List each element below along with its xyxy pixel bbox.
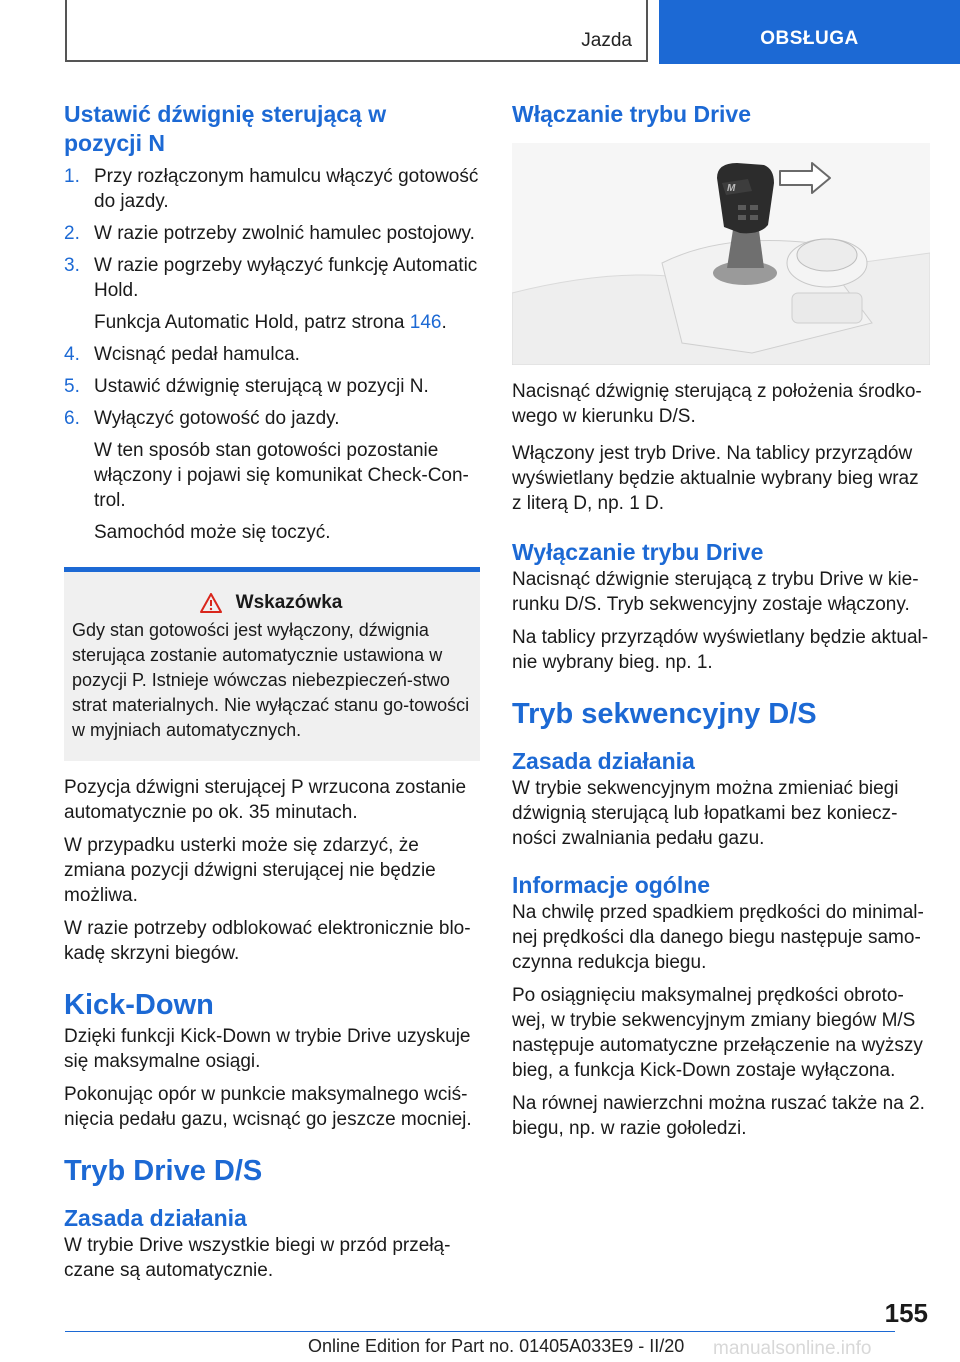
step-item: 3. W razie pogrzeby wyłączyć funkcję Automatic Hold. [64,255,478,301]
heading-drive-on: Włączanie trybu Drive [512,101,752,127]
step-note: W ten sposób stan gotowości pozostanie włączony i pojawi się komunikat Check-Con‐trol. [94,440,469,511]
paragraph: Pokonując opór w punkcie maksymalnego wciś‐nięcia pedału gazu, wcisnąć go jeszcze mocniej. [64,1084,472,1130]
step-note: Samochód może się toczyć. [94,522,331,543]
page-number: 155 [884,1298,928,1328]
notice-title: Wskazówka [235,592,343,613]
gear-selector-illustration [512,143,930,365]
heading-principle: Zasada działania [512,748,695,774]
heading-drive-ds: Tryb Drive D/S [64,1155,263,1187]
page-ref-link[interactable]: 146 [409,312,442,333]
svg-text:M: M [727,183,736,194]
paragraph: Nacisnąć dźwignie sterującą z trybu Drive w kie‐runku D/S. Tryb sekwencyjny zostaje włączony. [512,569,919,615]
paragraph: W trybie sekwencyjnym można zmieniać biegi dźwignią sterującą lub łopatkami bez koniecz‐ności zwalniania pedału gazu. [512,778,899,849]
header-frame [65,0,648,62]
paragraph: W przypadku usterki może się zdarzyć, że zmiana pozycji dźwigni sterującej nie będzie możliwa. [64,835,436,906]
paragraph: Włączony jest tryb Drive. Na tablicy przyrządów wyświetlany będzie aktualnie wybrany bieg wraz z literą D, np. 1 D. [512,443,919,514]
footer-watermark: manualsonline.info [713,1338,872,1359]
paragraph: Dzięki funkcji Kick-Down w trybie Drive uzyskuje się maksymalne osiągi. [64,1026,471,1072]
heading-kickdown: Kick-Down [64,989,214,1021]
steps-list [64,164,480,545]
paragraph: Pozycja dźwigni sterującej P wrzucona zostanie automatycznie po ok. 35 minutach. [64,777,467,823]
step-item: 6. Wyłączyć gotowość do jazdy. [64,408,340,429]
header-chapter-label: OBSŁUGA [760,28,859,49]
header-chapter-tab [659,0,960,64]
right-column [512,100,930,1149]
paragraph: Na równej nawierzchni można ruszać także na 2. biegu, np. w razie gołoledzi. [512,1093,925,1139]
heading-drive-off: Wyłączanie trybu Drive [512,539,764,565]
footer-divider [65,1331,895,1332]
step-item: 1. Przy rozłączonym hamulcu włączyć gotowość do jazdy. [64,166,479,212]
paragraph: W razie potrzeby odblokować elektronicznie blo‐kadę skrzyni biegów. [64,918,471,964]
paragraph: W trybie Drive wszystkie biegi w przód przełą‐czane są automatycznie. [64,1235,451,1281]
paragraph: Po osiągnięciu maksymalnej prędkości obroto‐wej, w trybie sekwencyjnym zmiany biegów M/S następuje automatyczne przełączenie na wyższy bieg, a funkcja Kick-Down zostaje wyłączona. [512,985,923,1081]
step-note: Funkcja Automatic Hold, patrz strona 146. [94,312,447,333]
notice-header [72,592,470,614]
heading-sequential: Tryb sekwencyjny D/S [512,698,817,730]
warning-triangle-icon [200,593,222,613]
gear-selector-photo [512,143,930,365]
step-item: 2. W razie potrzeby zwolnić hamulec postojowy. [64,223,475,244]
paragraph: Nacisnąć dźwignię sterującą z położenia środko‐wego w kierunku D/S. [512,381,922,427]
left-column [64,100,480,1291]
step-item: 5. Ustawić dźwignię sterującą w pozycji N. [64,376,429,397]
paragraph: Na chwilę przed spadkiem prędkości do minimal‐nej prędkości dla danego biegu następuje samo‐czynna redukcja biegu. [512,902,924,973]
step-item: 4. Wcisnąć pedał hamulca. [64,344,300,365]
footer-edition: Online Edition for Part no. 01405A033E9 - II/20 [308,1336,685,1356]
heading-general: Informacje ogólne [512,872,711,898]
heading-principle: Zasada działania [64,1205,247,1231]
notice-text: Gdy stan gotowości jest wyłączony, dźwignia sterująca zostanie automatycznie ustawiona w pozycji P. Istnieje wówczas niebezpieczeń‐stwo strat materialnych. Nie wyłączać stanu go‐towości w myjniach automatycznych. [72,620,470,740]
heading-neutral: Ustawić dźwignię sterującą w pozycji N [64,101,387,156]
notice-box [64,567,480,761]
header-section-title: Jazda [581,30,632,51]
paragraph: Na tablicy przyrządów wyświetlany będzie aktual‐nie wybrany bieg. np. 1. [512,627,929,673]
